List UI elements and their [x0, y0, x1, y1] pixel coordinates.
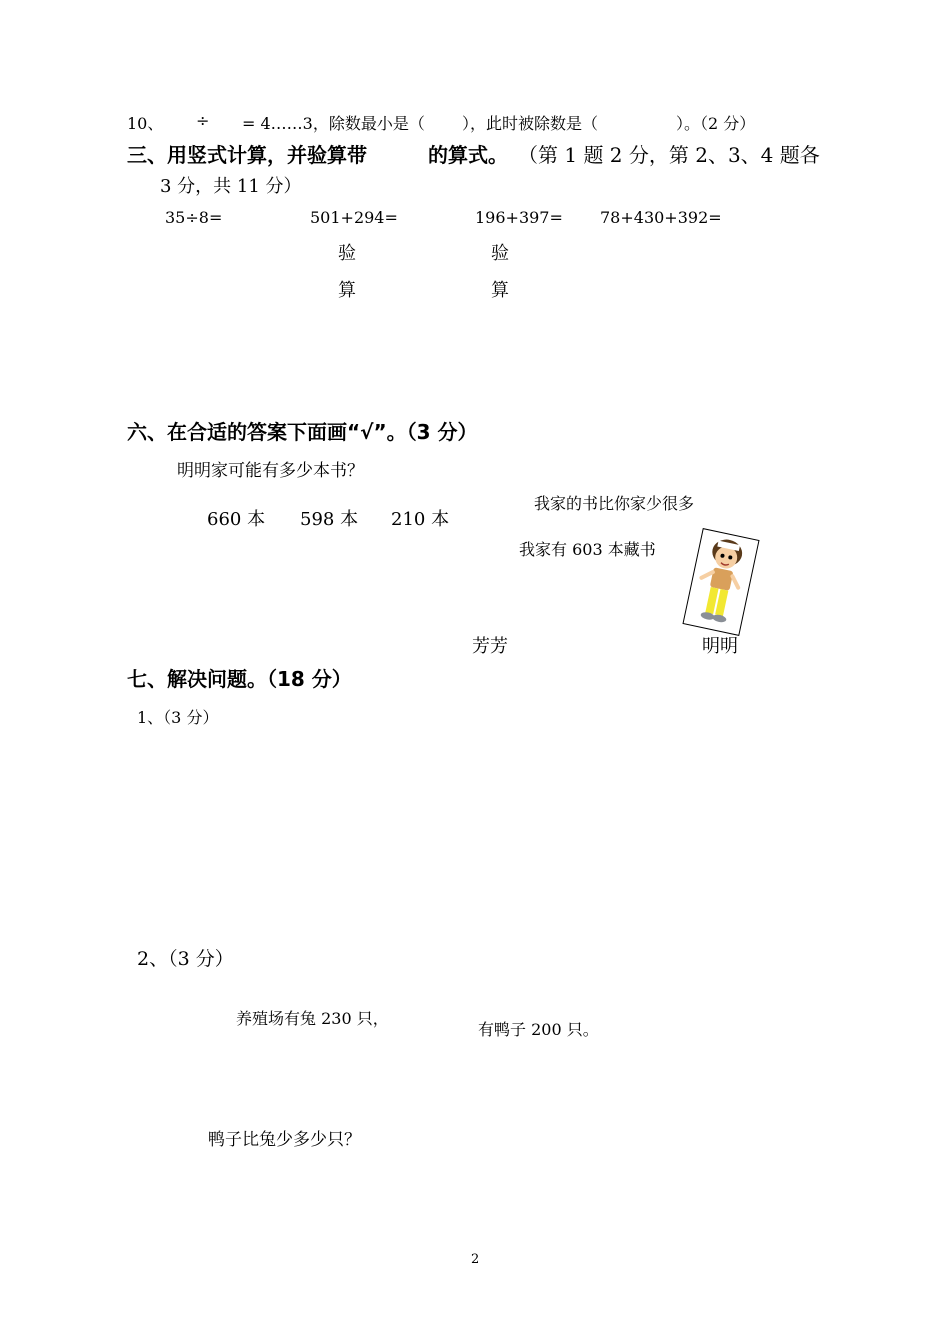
check-label-top-3: 验: [491, 243, 509, 264]
sec3-title-c: （第 1 题 2 分，第 2、3、4 题各: [518, 143, 820, 167]
sec3-title-line2: 3 分，共 11 分）: [160, 176, 302, 197]
problem-2: 501+294=: [310, 208, 398, 227]
q10-equation: = 4……3，除数最小是（: [242, 114, 425, 133]
q10-divide-sign: ÷: [196, 111, 210, 130]
rabbit-statement: 养殖场有兔 230 只，: [236, 1009, 389, 1028]
check-label-top-2: 验: [338, 243, 356, 264]
problem-4: 78+430+392=: [600, 208, 722, 227]
q10-end: ）。（2 分）: [676, 114, 756, 133]
option-210: 210 本: [391, 509, 450, 530]
name-mingming: 明明: [702, 636, 738, 657]
sec6-title: 六、在合适的答案下面画“√”。（3 分）: [127, 420, 478, 444]
boy-illustration: [684, 529, 759, 635]
problem-3: 196+397=: [475, 208, 563, 227]
problem-1: 35÷8=: [165, 208, 223, 227]
speech-fangfang: 我家的书比你家少很多: [534, 494, 695, 513]
option-660: 660 本: [207, 509, 266, 530]
q10-middle: ），此时被除数是（: [462, 114, 599, 133]
check-label-bottom-2: 算: [338, 280, 356, 301]
mingming-picture: [682, 528, 759, 636]
page-number: 2: [471, 1252, 480, 1267]
duck-question: 鸭子比兔少多少只？: [208, 1130, 361, 1150]
option-598: 598 本: [300, 509, 359, 530]
sec3-title-b: 的算式。: [428, 143, 508, 167]
sec7-title: 七、解决问题。（18 分）: [127, 667, 352, 691]
check-label-bottom-3: 算: [491, 280, 509, 301]
speech-mingming: 我家有 603 本藏书: [519, 540, 656, 559]
duck-statement: 有鸭子 200 只。: [478, 1020, 599, 1039]
q10-number: 10、: [127, 114, 164, 133]
problem-7-2: 2、（3 分）: [137, 948, 234, 970]
sec3-title-a: 三、用竖式计算，并验算带: [127, 143, 367, 167]
problem-7-1: 1、（3 分）: [137, 708, 219, 727]
name-fangfang: 芳芳: [472, 636, 508, 657]
sec6-question: 明明家可能有多少本书？: [177, 461, 364, 481]
